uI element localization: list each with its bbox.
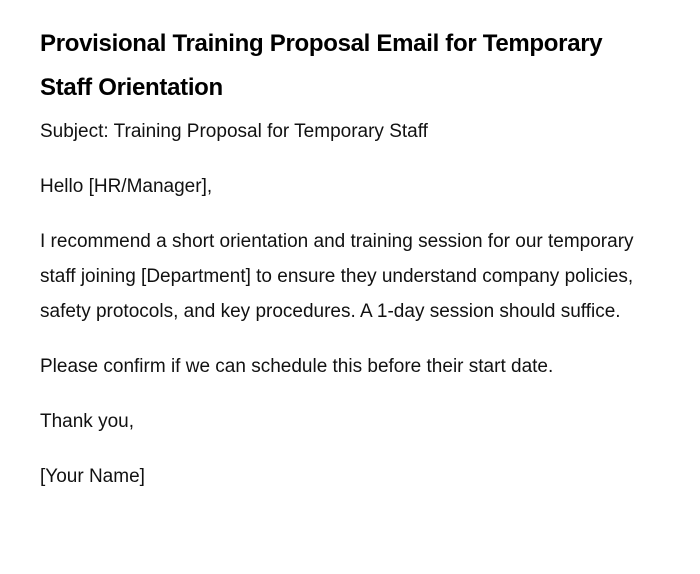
- email-body: I recommend a short orientation and training session for our temporary staff joining [Department] to ensure they understand company policies, safety protocols, and key procedures. A 1-day session should suffice.: [40, 231, 634, 322]
- email-subject: Subject: Training Proposal for Temporary Staff: [40, 121, 428, 142]
- email-greeting: Hello [HR/Manager],: [40, 176, 213, 197]
- email-request: Please confirm if we can schedule this before their start date.: [40, 356, 554, 377]
- document-title: Provisional Training Proposal Email for Temporary Staff Orientation: [40, 30, 603, 101]
- email-closing: Thank you,: [40, 411, 134, 432]
- email-signature: [Your Name]: [40, 466, 145, 487]
